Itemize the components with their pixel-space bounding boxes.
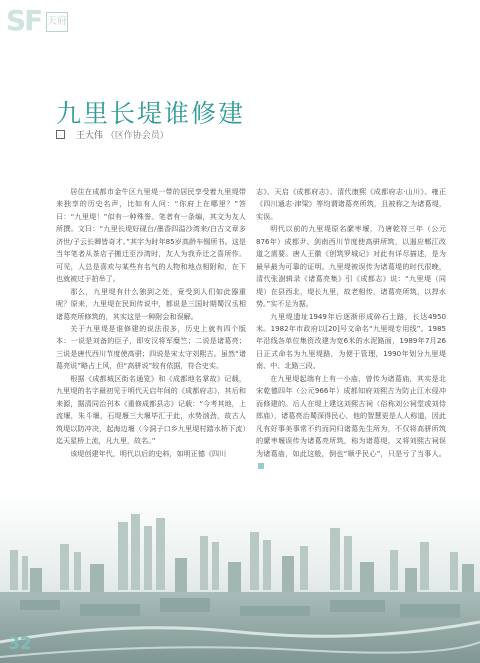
end-mark-icon xyxy=(258,463,264,469)
paragraph: 那么，九里堤有什么独到之处，竟受到人们如此器重呢？原来，九里堤在民间传说中，都说是三国时期蜀汉丞相诸葛亮所修筑的，其实这是一种附会和误解。 xyxy=(56,286,246,321)
paragraph: 根据《成都城区街名通览》和《成都地名掌故》记载，九里堤的名字最初见于明代天启年间的《成都府志》，其后和来源，据清同治刊本《重修成都县志》记载：“今考其地，上流堰，朱斗堰，石堤堰三大堰毕汇于此，水势汹劲，故古人筑堤以防冲决，起海边堰（今洞子口乡九里堤村踏水桥下流）迄天星桥上流，凡九里，故名。” xyxy=(56,373,246,446)
paragraph: 关于九里堤是谁修建的说法很多，历史上就有四个版本：一说是刘备的臣子，即安汉将军糜竺；二说是诸葛亮；三说是唐代西川节度使高骈；四说是宋太守刘熙古。虽然“诸葛亮说”略占上风，但“高骈说”较有依据，符合史实。 xyxy=(56,323,246,371)
paragraph-text: 在九里堤起端有上有一小庙，曾传为诸葛庙，其实是北宋乾德四年（公元966年）成都知府刘熙古为防止江水侵冲而修建的。后人在堤上建这刘熙古祠（俗称刘公祠堂或刘侍郎庙），诸葛亮治蜀深得民心，他的智慧更是人人称道，因此凡有好事美事常不约而同归诸葛先生所为，不仅将高骈所筑的縻枣堰误传为诸葛亮所筑，称为诸葛堤，又将刘熙古祠误为诸葛庙，如此这般，倒也“顺乎民心”，只是亏了当事人。 xyxy=(256,373,446,458)
left-column xyxy=(56,186,246,460)
logo-letters: SF xyxy=(6,4,42,37)
article-title: 九里长堤谁修建 xyxy=(56,99,246,128)
paragraph: 志》、天启《成都府志》、清代康熙《成都府志·山川》、雍正《四川通志·津梁》等均谓诸葛亮所筑，且被称之为诸葛堤，实误。 xyxy=(256,187,446,221)
byline-square-icon xyxy=(56,130,65,139)
paragraph: 九里堤遗址1949年后逐渐形成碎石土路，长达4950米。1982年市政府以[20]号文命名“九里堤专用线”。1985年沿线各单位集资改建为宽6米的水泥路面，1989年7月26日正式命名为九里堤路，为便于管理，1990年划分九里堤南、中、北路三段。 xyxy=(256,311,446,371)
paragraph: 该堤创建年代，明代以后的史料，如明正德《四川 xyxy=(70,448,227,458)
city-panorama-photo xyxy=(0,492,480,663)
author-name: 王大伟 xyxy=(75,131,103,141)
right-column xyxy=(256,186,446,472)
logo-seal: 天府 xyxy=(46,12,68,32)
author-org: （区作协会员） xyxy=(105,131,169,141)
paragraph: 居住在成都市金牛区九里堤一带的居民享受着九里堤带来独享的历史名声，比如有人问：“你府上在哪里？”答曰：“九里堤！”似有一种殊誉。笔者有一条编，其文为友人所撰。文曰：“九里长堤好砚台/墨香四溢沙湾来/白古文章多济世/子云长卿皆奇才。”其字为时年85岁高龄车锡所书。这是当年笔者从茶店子搬迁至沙湾时，友人为我乔迁之喜所作。可见，人总是喜欢与某些有名气的人物和地点相附和，在下也就被过于拍举了。 xyxy=(56,187,246,284)
paragraph: 明代以前的九里堤原名縻枣堰，乃唐乾符三年（公元876年）成都尹、剑南西川节度使高骈所筑，以遏应郫江改道之需要。唐人王徽《创筑罗城记》对此有详尽描述，是为最早最为可靠的证明。九里堤被误传为诸葛堤的时代很晚，清代张澍辑录《诸葛亮集》引《成都志》说：“九里堤（同堤）在县西北，堤长九里，故老相传，诸葛亮所筑，以捍水势。”实不足为据。 xyxy=(256,224,446,309)
page-number: 32 xyxy=(8,634,32,654)
paragraph xyxy=(256,373,446,473)
magazine-logo xyxy=(6,6,76,36)
byline xyxy=(56,128,169,141)
